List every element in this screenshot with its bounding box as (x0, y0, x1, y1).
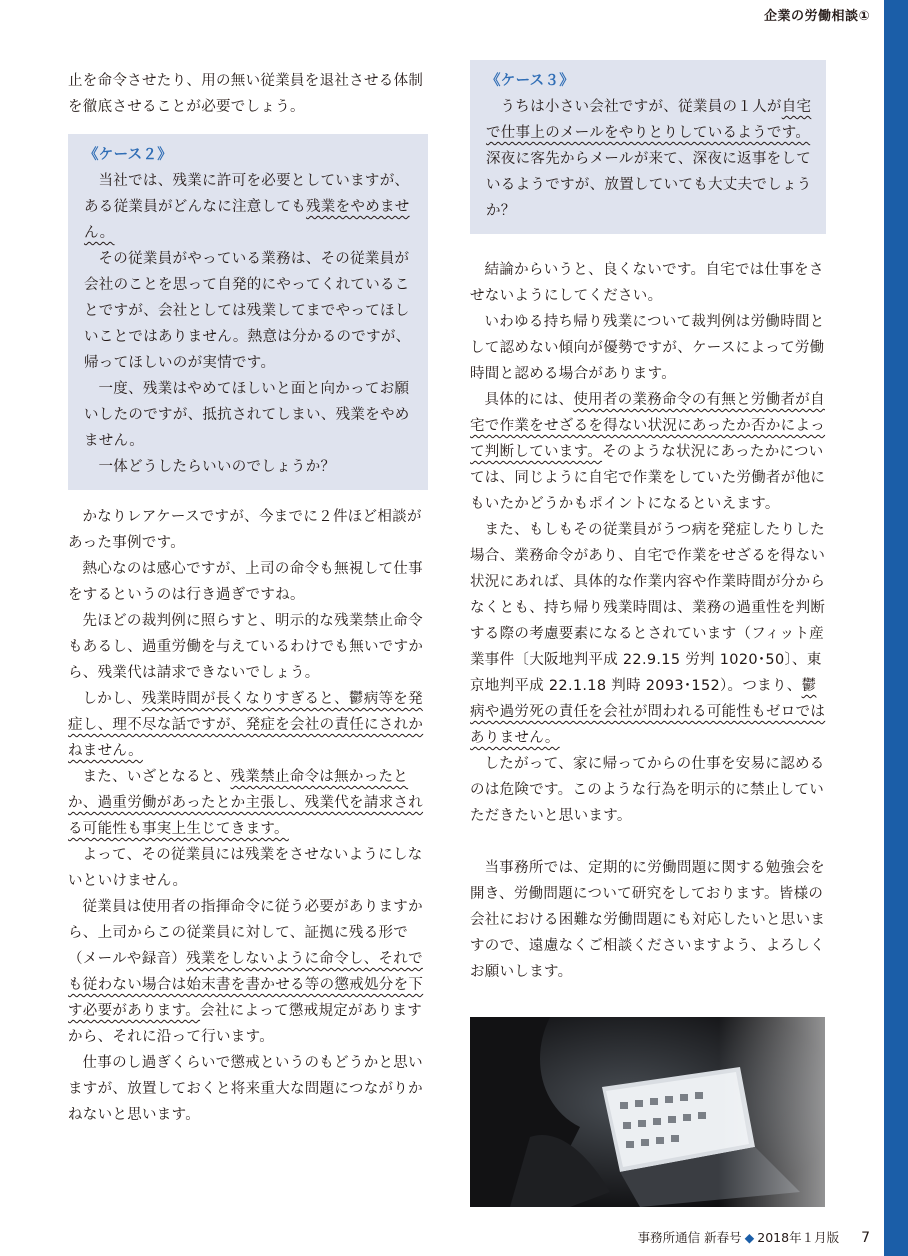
case2-p1-underlined: 残業をやめません。 (84, 199, 410, 241)
answer2-p5-underlined: 残業禁止命令は無かったとか、過重労働があったとか主張し、残業代を請求される可能性も事実上生じてきます。 (68, 769, 424, 837)
page-number: 7 (861, 1230, 870, 1246)
case3-p1-text-end: 深夜に客先からメールが来て、深夜に返事をしているようですが、放置していても大丈夫でしょうか？ (486, 151, 812, 219)
case2-p1-text: 当社では、残業に許可を必要としていますが、ある従業員がどんなに注意しても (84, 173, 410, 215)
case2-box (68, 134, 428, 490)
answer2-paragraph-6: よって、その従業員には残業をさせないようにしないといけません。 (68, 847, 423, 889)
answer2-paragraph-4 (68, 686, 428, 764)
answer3-p3-underlined: 使用者の業務命令の有無と労働者が自宅で作業をせざるを得ない状況にあったか否かによって判断しています。 (470, 392, 826, 460)
answer3-p4-underlined: 鬱病や過労死の責任を会社が問われる可能性もゼロではありません。 (470, 678, 826, 746)
answer2-p5-text: また、いざとなると、 (82, 769, 231, 785)
footer-publication: 事務所通信 (637, 1230, 701, 1245)
case2-title: 《ケース２》 (84, 147, 173, 163)
case3-title: 《ケース３》 (486, 73, 575, 89)
page-edge-bar (884, 0, 908, 1256)
case3-p1-underlined: 自宅で仕事上のメールをやりとりしているようです。 (486, 99, 812, 141)
case2-paragraph-2: その従業員がやっている業務は、その従業員が会社のことを思って自発的にやってくれていることですが、会社としては残業してまでやってほしいことではありません。熱意は分かるのですが、帰ってほしいのが実情です。 (84, 251, 411, 371)
case2-paragraph-4: 一体どうしたらいいのでしょうか？ (98, 459, 336, 475)
answer2-paragraph-8: 仕事のし過ぎくらいで懲戒というのもどうかと思いますが、放置しておくと将来重大な問題につながりかねないと思います。 (68, 1055, 423, 1123)
footer-issue: 新春号 (704, 1230, 742, 1245)
answer2-paragraph-5 (68, 764, 428, 842)
case3-p1-text: うちは小さい会社ですが、従業員の１人が (500, 99, 782, 115)
laptop-in-dark-icon (470, 1017, 825, 1207)
answer3-p3-text-end: そのような状況にあったかについては、同じように自宅で作業をしていた労働者が他にもいたかどうかもポイントになるといえます。 (470, 444, 826, 512)
right-column (470, 257, 828, 985)
answer3-p4-text: また、もしもその従業員がうつ病を発症したりした場合、業務命令があり、自宅で作業をせざるを得ない状況にあれば、具体的な作業内容や作業時間が分からなくとも、持ち帰り残業時間は、業務の過重性を判断する際の考慮要素になるとされています（フィット産業事件〔大阪地判平成 22.9.15 労判 1020･50〕、東京地判平成 22.1.18 判時 2093･152）。つまり、 (470, 522, 826, 694)
answer2-p7-text-end: 会社によって懲戒規定がありますから、それに沿って行います。 (68, 1003, 423, 1045)
answer2-p7-underlined: 残業をしないように命令し、それでも従わない場合は始末書を書かせる等の懲戒処分を下す必要があります。 (68, 951, 424, 1019)
case3-container (470, 60, 826, 234)
left-column (68, 68, 428, 1128)
page-header-title: 企業の労働相談① (763, 9, 870, 24)
intro-paragraph: 止を命令させたり、用の無い従業員を退社させる体制を徹底させることが必要でしょう。 (68, 73, 424, 115)
case2-paragraph-1 (84, 168, 414, 246)
answer2-p4-text: しかし、 (82, 691, 142, 707)
answer3-p3-text: 具体的には、 (484, 392, 574, 408)
answer2-paragraph-7 (68, 894, 428, 1050)
answer3-paragraph-4 (470, 517, 828, 751)
footer-date: 2018年１月版 (757, 1230, 840, 1245)
answer3-paragraph-3 (470, 387, 828, 517)
answer3-paragraph-2: いわゆる持ち帰り残業について裁判例は労働時間として認めない傾向が優勢ですが、ケースによって労働時間と認める場合があります。 (470, 314, 825, 382)
answer3-paragraph-5: したがって、家に帰ってからの仕事を安易に認めるのは危険です。このような行為を明示的に禁止していただきたいと思います。 (470, 756, 825, 824)
page-footer (638, 1228, 870, 1246)
case3-paragraph-1 (486, 94, 812, 224)
case2-paragraph-3: 一度、残業はやめてほしいと面と向かってお願いしたのですが、抵抗されてしまい、残業をやめません。 (84, 381, 410, 449)
diamond-icon: ◆ (744, 1230, 755, 1245)
closing-paragraph: 当事務所では、定期的に労働問題に関する勉強会を開き、労働問題について研究をしております。皆様の会社における困難な労働問題にも対応したいと思いますので、遠慮なくご相談くださいますよう、よろしくお願いします。 (470, 860, 826, 980)
answer3-paragraph-1: 結論からいうと、良くないです。自宅では仕事をさせないようにしてください。 (470, 262, 824, 304)
answer2-paragraph-1: かなりレアケースですが、今までに２件ほど相談があった事例です。 (68, 509, 422, 551)
answer2-paragraph-2: 熱心なのは感心ですが、上司の命令も無視して仕事をするというのは行き過ぎですね。 (68, 561, 423, 603)
laptop-photo (470, 1017, 825, 1207)
case3-box (470, 60, 826, 234)
answer2-paragraph-3: 先ほどの裁判例に照らすと、明示的な残業禁止命令もあるし、過重労働を与えているわけでも無いですから、残業代は請求できないでしょう。 (68, 613, 424, 681)
answer2-p7-text: 従業員は使用者の指揮命令に従う必要がありますから、上司からこの従業員に対して、証拠に残る形で（メールや録音） (68, 899, 423, 967)
answer2-p4-underlined: 残業時間が長くなりすぎると、鬱病等を発症し、理不尽な話ですが、発症を会社の責任にされかねません。 (68, 691, 424, 759)
